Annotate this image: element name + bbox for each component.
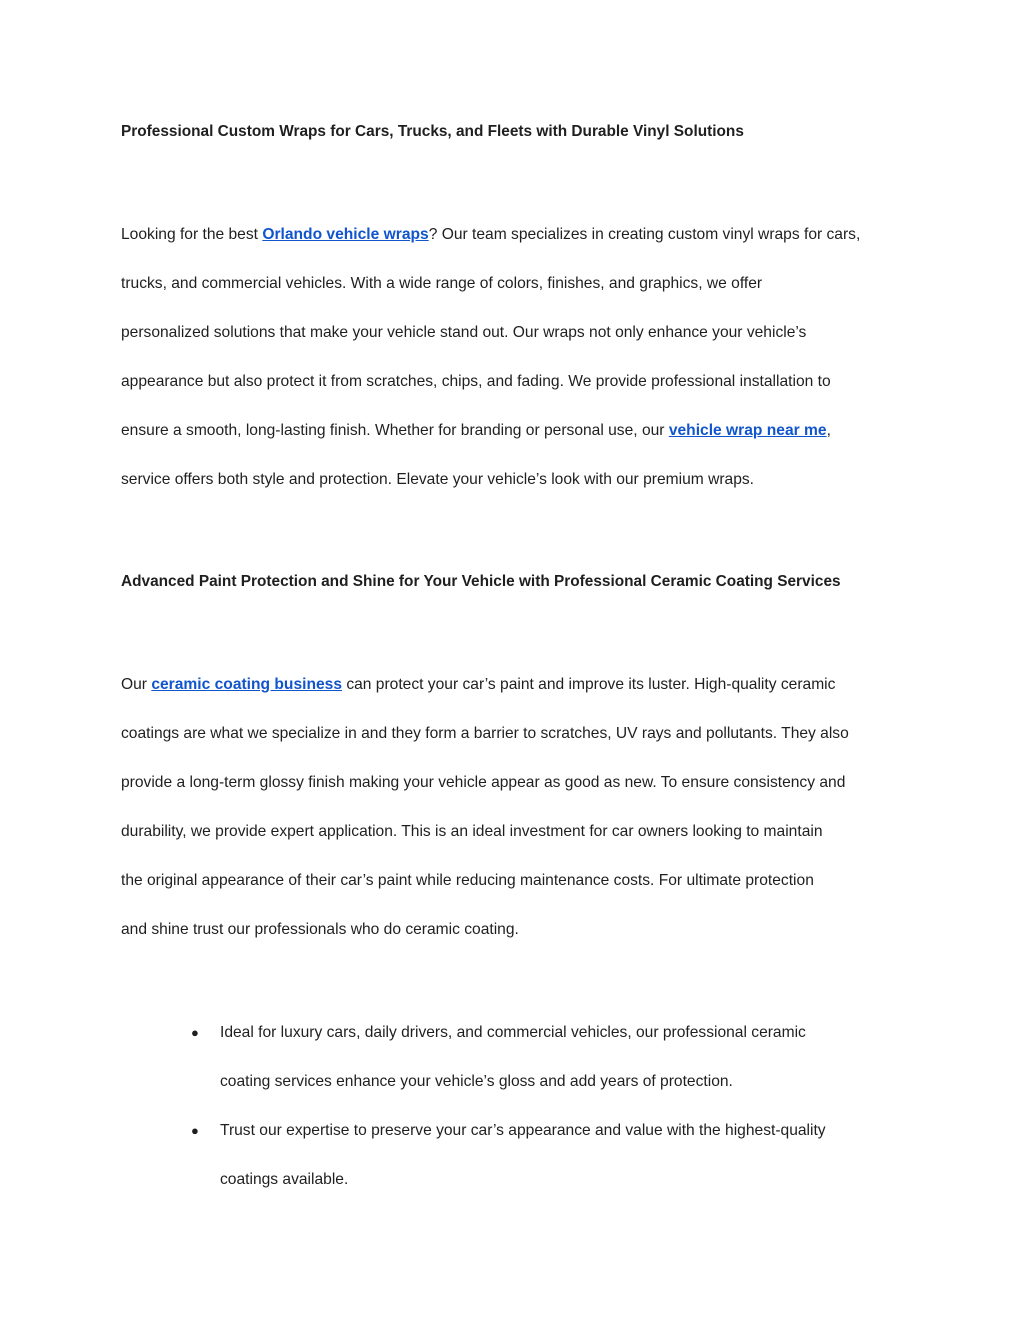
paragraph-line: the original appearance of their car’s paint while reducing maintenance costs. For ultimate protection <box>121 872 814 889</box>
bullet-dot-icon: ● <box>191 1025 199 1040</box>
paragraph-line: and shine trust our professionals who do ceramic coating. <box>121 921 519 938</box>
text-run: Our <box>121 676 152 693</box>
text-run: Looking for the best <box>121 226 263 243</box>
link-vehicle-wrap-near-me[interactable]: vehicle wrap near me <box>668 422 827 439</box>
link-orlando-vehicle-wraps[interactable]: Orlando vehicle wraps <box>262 226 429 243</box>
paragraph-line <box>121 406 921 455</box>
paragraph-line: trucks, and commercial vehicles. With a wide range of colors, finishes, and graphics, we offer <box>121 275 763 292</box>
list-item-line: Trust our expertise to preserve your car’s appearance and value with the highest-quality <box>220 1122 826 1139</box>
text-run: ? Our team specializes in creating custom vinyl wraps for cars, <box>428 226 861 243</box>
paragraph-line: provide a long-term glossy finish making your vehicle appear as good as new. To ensure consistency and <box>121 774 846 791</box>
list-item-line: Ideal for luxury cars, daily drivers, and commercial vehicles, our professional ceramic <box>220 1024 806 1041</box>
bullet-dot-icon: ● <box>191 1123 199 1138</box>
list-item <box>0 1008 1024 1106</box>
bullet-list <box>0 1008 1024 1204</box>
paragraph-custom-wraps <box>121 210 921 504</box>
list-item-text <box>220 1008 1024 1106</box>
section-heading-ceramic-coating: Advanced Paint Protection and Shine for Your Vehicle with Professional Ceramic Coating Services <box>121 573 841 590</box>
paragraph-line: coatings are what we specialize in and they form a barrier to scratches, UV rays and pollutants. They also <box>121 725 849 742</box>
text-run: , <box>826 422 831 439</box>
section-heading-custom-wraps: Professional Custom Wraps for Cars, Trucks, and Fleets with Durable Vinyl Solutions <box>121 123 744 140</box>
paragraph-line: durability, we provide expert application. This is an ideal investment for car owners looking to maintain <box>121 823 823 840</box>
paragraph-line <box>121 210 921 259</box>
list-item <box>0 1106 1024 1204</box>
paragraph-ceramic-coating <box>121 660 921 954</box>
paragraph-line: appearance but also protect it from scratches, chips, and fading. We provide professional installation to <box>121 373 831 390</box>
paragraph-line: service offers both style and protection. Elevate your vehicle’s look with our premium wraps. <box>121 471 755 488</box>
text-run: can protect your car’s paint and improve its luster. High-quality ceramic <box>342 676 836 693</box>
link-ceramic-coating-business[interactable]: ceramic coating business <box>151 676 342 693</box>
text-run: ensure a smooth, long-lasting finish. Whether for branding or personal use, our <box>121 422 669 439</box>
list-item-line: coatings available. <box>220 1171 349 1188</box>
list-item-text <box>220 1106 1024 1204</box>
list-item-line: coating services enhance your vehicle’s gloss and add years of protection. <box>220 1073 733 1090</box>
paragraph-line: personalized solutions that make your vehicle stand out. Our wraps not only enhance your vehicle’s <box>121 324 807 341</box>
paragraph-line <box>121 660 921 709</box>
